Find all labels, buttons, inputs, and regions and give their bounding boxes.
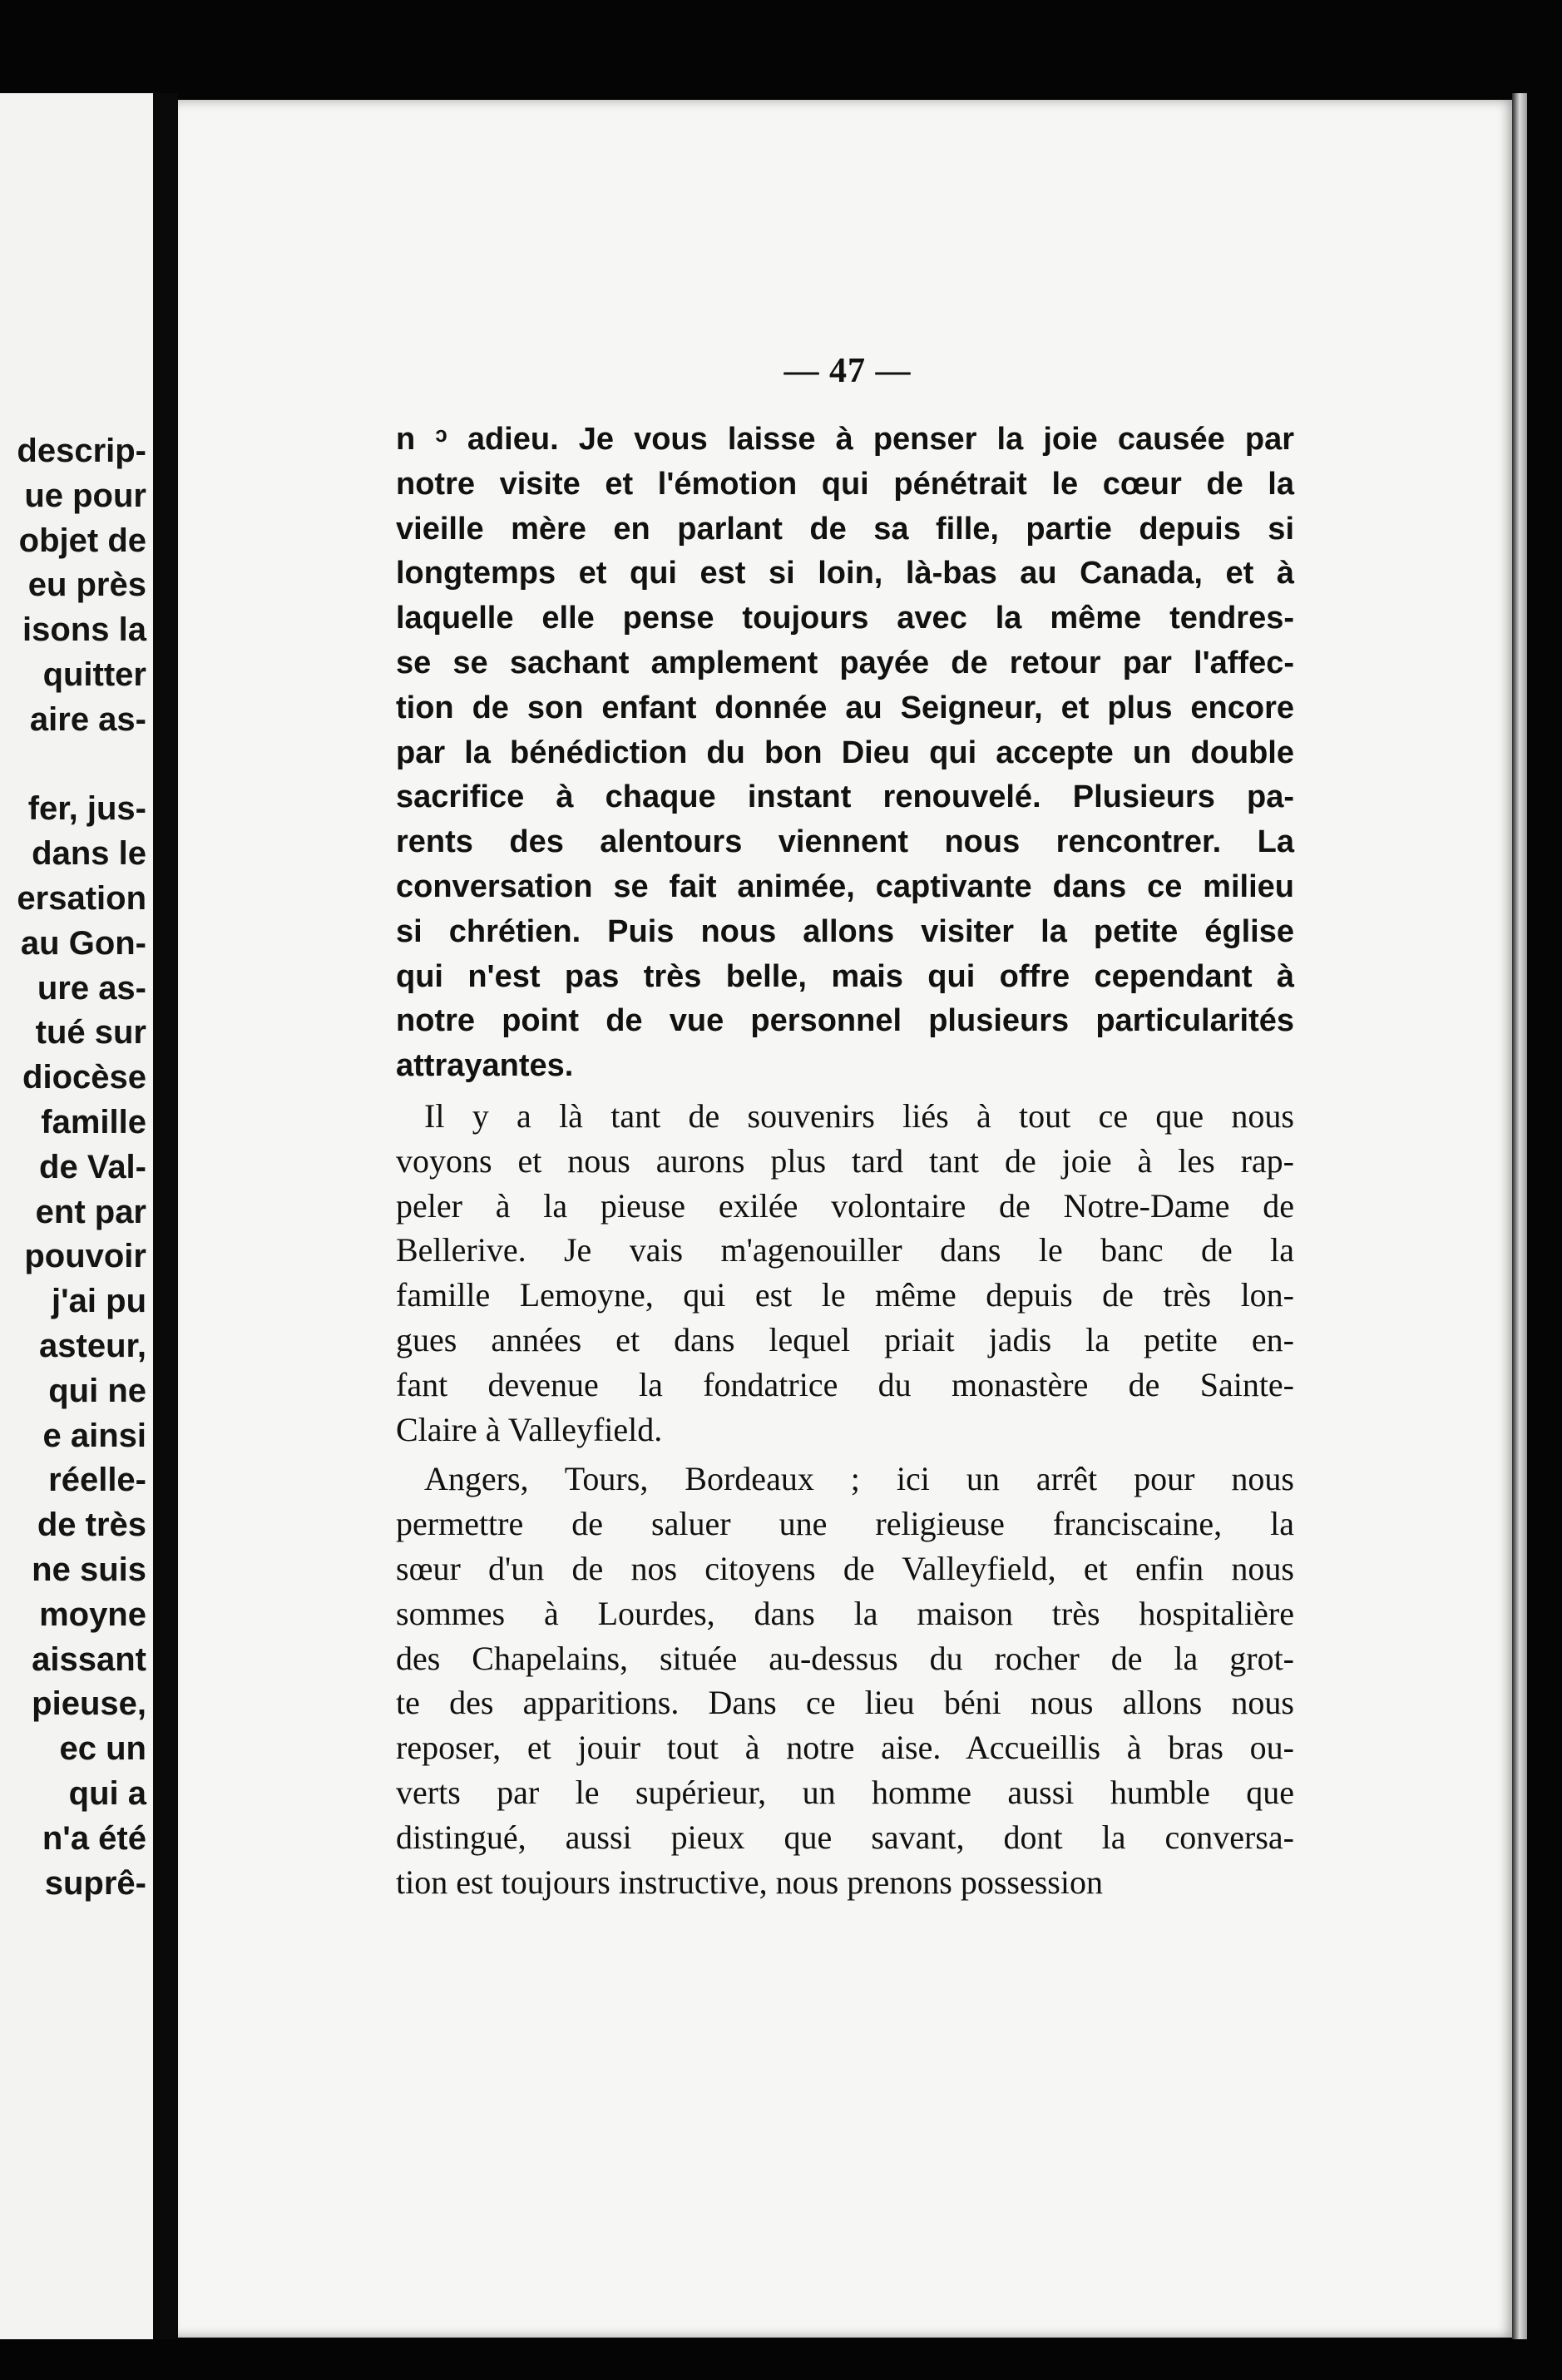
previous-page-line: eu près <box>27 567 146 604</box>
text-line: Il y a là tant de souvenirs liés à tout ce que nous <box>424 1096 1294 1135</box>
text-line: si chrétien. Puis nous allons visiter la petite église <box>396 913 1294 949</box>
text-line: permettre de saluer une religieuse franciscaine, la <box>396 1505 1294 1543</box>
text-line: attrayantes. <box>396 1048 574 1084</box>
text-line: par la bénédiction du bon Dieu qui accepte un double <box>396 735 1294 770</box>
previous-page-line: objet de <box>18 522 146 559</box>
previous-page-line: de Val- <box>39 1148 146 1185</box>
text-line: tion est toujours instructive, nous prenons possession <box>396 1863 1103 1901</box>
previous-page-line: suprê- <box>44 1864 146 1902</box>
previous-page-line: quitter <box>42 656 146 693</box>
text-line: conversation se fait animée, captivante dans ce milieu <box>396 868 1294 904</box>
previous-page-line: diocèse <box>22 1059 146 1096</box>
text-line: qui n'est pas très belle, mais qui offre cependant à <box>396 958 1294 994</box>
previous-page-line: tué sur <box>35 1014 146 1051</box>
previous-page-line: ersation <box>17 879 146 917</box>
text-line: Bellerive. Je vais m'agenouiller dans le banc de la <box>396 1231 1294 1269</box>
text-line: sacrifice à chaque instant renouvelé. Plusieurs pa- <box>396 779 1294 815</box>
text-line: longtemps et qui est si loin, là-bas au Canada, et à <box>396 556 1294 591</box>
previous-page-line: famille <box>41 1103 146 1141</box>
previous-page-line: isons la <box>22 611 146 649</box>
previous-page-line: au Gon- <box>20 924 146 962</box>
text-line: famille Lemoyne, qui est le même depuis de très lon- <box>396 1276 1294 1314</box>
previous-page-line: ent par <box>35 1193 146 1230</box>
previous-page-fragment <box>0 93 153 2339</box>
previous-page-line: qui ne <box>48 1372 146 1409</box>
previous-page-line: ec un <box>59 1730 146 1768</box>
previous-page-line: aire as- <box>29 700 146 738</box>
book-page <box>178 100 1517 2338</box>
text-line: tion de son enfant donnée au Seigneur, et plus encore <box>396 690 1294 725</box>
text-line: sommes à Lourdes, dans la maison très hospitalière <box>396 1594 1294 1632</box>
previous-page-line: de très <box>37 1507 146 1544</box>
page-edge <box>1512 93 1527 2339</box>
previous-page-line: j'ai pu <box>52 1283 146 1320</box>
previous-page-line: aissant <box>32 1640 146 1678</box>
previous-page-line: ue pour <box>24 477 146 514</box>
previous-page-line: e ainsi <box>42 1417 146 1454</box>
previous-page-line: pouvoir <box>24 1238 146 1275</box>
text-line: Claire à Valleyfield. <box>396 1410 663 1448</box>
previous-page-line: pieuse, <box>32 1685 146 1723</box>
previous-page-line: n'a été <box>42 1819 146 1857</box>
previous-page-line: ure as- <box>37 969 146 1007</box>
text-line: distingué, aussi pieux que savant, dont la conversa- <box>396 1818 1294 1856</box>
previous-page-line: fer, jus- <box>27 790 146 828</box>
paragraph-1 <box>396 418 1294 1089</box>
text-line: notre visite et l'émotion qui pénétrait le cœur de la <box>396 466 1294 502</box>
text-line: fant devenue la fondatrice du monastère de Sainte- <box>396 1365 1294 1403</box>
previous-page-line: moyne <box>39 1596 146 1633</box>
page-body-text <box>396 418 1294 1909</box>
page-number: — 47 — <box>783 352 912 390</box>
text-line: laquelle elle pense toujours avec la même tendres- <box>396 601 1294 636</box>
text-line: n ᵓ adieu. Je vous laisse à penser la joie causée par <box>396 422 1294 457</box>
previous-page-line: qui a <box>68 1774 146 1812</box>
previous-page-text <box>17 429 146 1906</box>
text-line: sœur d'un de nos citoyens de Valleyfield, et enfin nous <box>396 1549 1294 1587</box>
text-line: voyons et nous aurons plus tard tant de joie à les rap- <box>396 1141 1294 1180</box>
previous-page-line: réelle- <box>48 1462 146 1499</box>
paragraph-2 <box>396 1094 1294 1452</box>
text-line: se se sachant amplement payée de retour par l'affec- <box>396 645 1294 680</box>
text-line: vieille mère en parlant de sa fille, partie depuis si <box>396 511 1294 547</box>
previous-page-line: ne suis <box>32 1551 146 1588</box>
paragraph-3 <box>396 1457 1294 1904</box>
previous-page-line: descrip- <box>17 433 146 469</box>
text-line: rents des alentours viennent nous rencontrer. La <box>396 824 1294 860</box>
previous-page-line: dans le <box>32 835 146 873</box>
text-line: reposer, et jouir tout à notre aise. Accueillis à bras ou- <box>396 1729 1294 1767</box>
text-line: peler à la pieuse exilée volontaire de Notre-Dame de <box>396 1186 1294 1225</box>
text-line: des Chapelains, située au-dessus du rocher de la grot- <box>396 1639 1294 1677</box>
previous-page-line <box>17 743 146 788</box>
text-line: verts par le supérieur, un homme aussi humble que <box>396 1773 1294 1811</box>
book-gutter <box>153 93 178 2339</box>
text-line: gues années et dans lequel priait jadis la petite en- <box>396 1320 1294 1358</box>
text-line: Angers, Tours, Bordeaux ; ici un arrêt pour nous <box>424 1460 1294 1498</box>
text-line: notre point de vue personnel plusieurs particularités <box>396 1003 1294 1039</box>
text-line: te des apparitions. Dans ce lieu béni nous allons nous <box>396 1684 1294 1722</box>
previous-page-line: asteur, <box>39 1327 146 1364</box>
